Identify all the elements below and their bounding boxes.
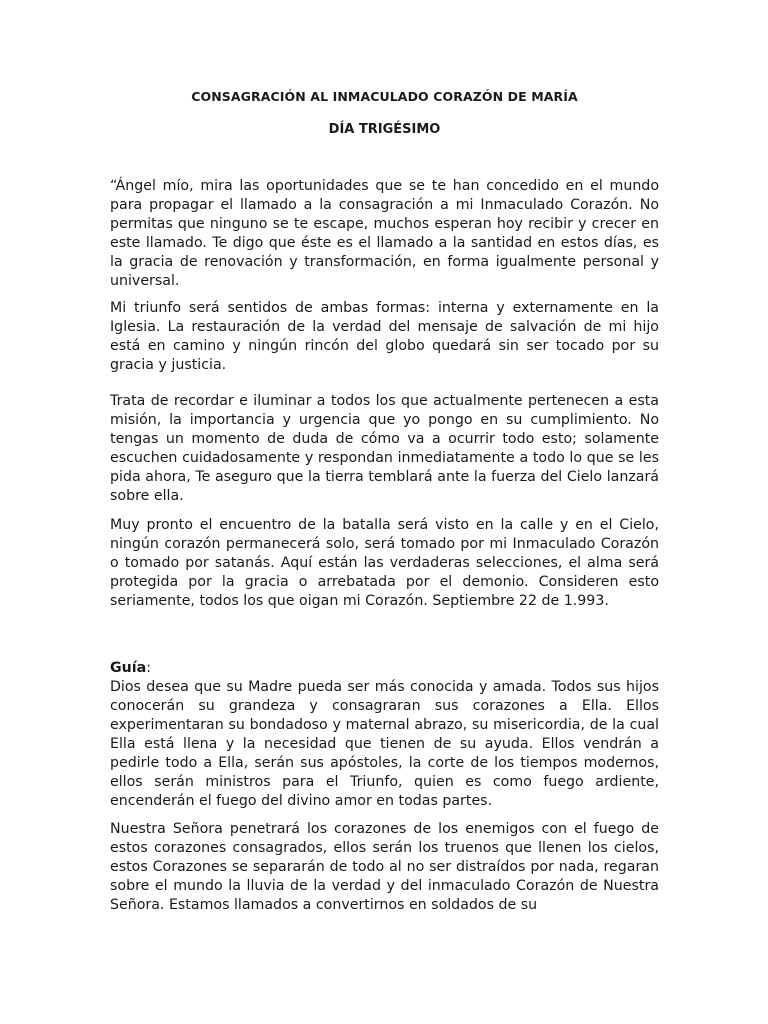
document-title: CONSAGRACIÓN AL INMACULADO CORAZÓN DE MARÍA — [191, 89, 578, 104]
message-paragraph-1: “Ángel mío, mira las oportunidades que se te han concedido en el mundo para propagar el llamado a la consagración a mi Inmaculado Corazón. No permitas que ninguno se te escape, muchos esperan hoy recibir y crecer en este llamado. Te digo que éste es el llamado a la santidad en estos días, es la gracia de renovación y transformación, en forma igualmente personal y universal. — [110, 178, 659, 289]
guide-paragraph-2: Nuestra Señora penetrará los corazones de los enemigos con el fuego de estos corazones consagrados, ellos serán los truenos que llenen los cielos, estos Corazones se separarán de todo al no ser distraídos por nada, regaran sobre el mundo la lluvia de la verdad y del inmaculado Corazón de Nuestra Señora. Estamos llamados a convertirnos en soldados de su — [110, 821, 659, 913]
message-paragraph-3: Trata de recordar e iluminar a todos los que actualmente pertenecen a esta misión, la importancia y urgencia que yo pongo en su cumplimiento. No tengas un momento de duda de cómo va a ocurrir todo esto; solamente escuchen cuidadosamente y respondan inmediatamente a todo lo que se les pida ahora, Te aseguro que la tierra temblará ante la fuerza del Cielo lanzará sobre ella. — [110, 393, 659, 504]
guide-label: Guía — [110, 660, 147, 676]
guide-heading — [110, 659, 659, 678]
message-paragraph-4: Muy pronto el encuentro de la batalla será visto en la calle y en el Cielo, ningún corazón permanecerá solo, será tomado por mi Inmaculado Corazón o tomado por satanás. Aquí están las verdaderas selecciones, el alma será protegida por la gracia o arrebatada por el demonio. Consideren esto seriamente, todos los que oigan mi Corazón. Septiembre 22 de 1.993. — [110, 517, 659, 609]
guide-colon: : — [146, 660, 151, 676]
guide-paragraph-1: Dios desea que su Madre pueda ser más conocida y amada. Todos sus hijos conocerán su grandeza y consagraran sus corazones a Ella. Ellos experimentaran su bondadoso y maternal abrazo, su misericordia, de la cual Ella está llena y la necesidad que tienen de su ayuda. Ellos vendrán a pedirle todo a Ella, serán sus apóstoles, la corte de los tiempos modernos, ellos serán ministros para el Triunfo, quien es como fuego ardiente, encenderán el fuego del divino amor en todas partes. — [110, 679, 659, 809]
message-paragraph-2: Mi triunfo será sentidos de ambas formas: interna y externamente en la Iglesia. La restauración de la verdad del mensaje de salvación de mi hijo está en camino y ningún rincón del globo quedará sin ser tocado por su gracia y justicia. — [110, 300, 659, 373]
document-subtitle: DÍA TRIGÉSIMO — [328, 122, 441, 137]
